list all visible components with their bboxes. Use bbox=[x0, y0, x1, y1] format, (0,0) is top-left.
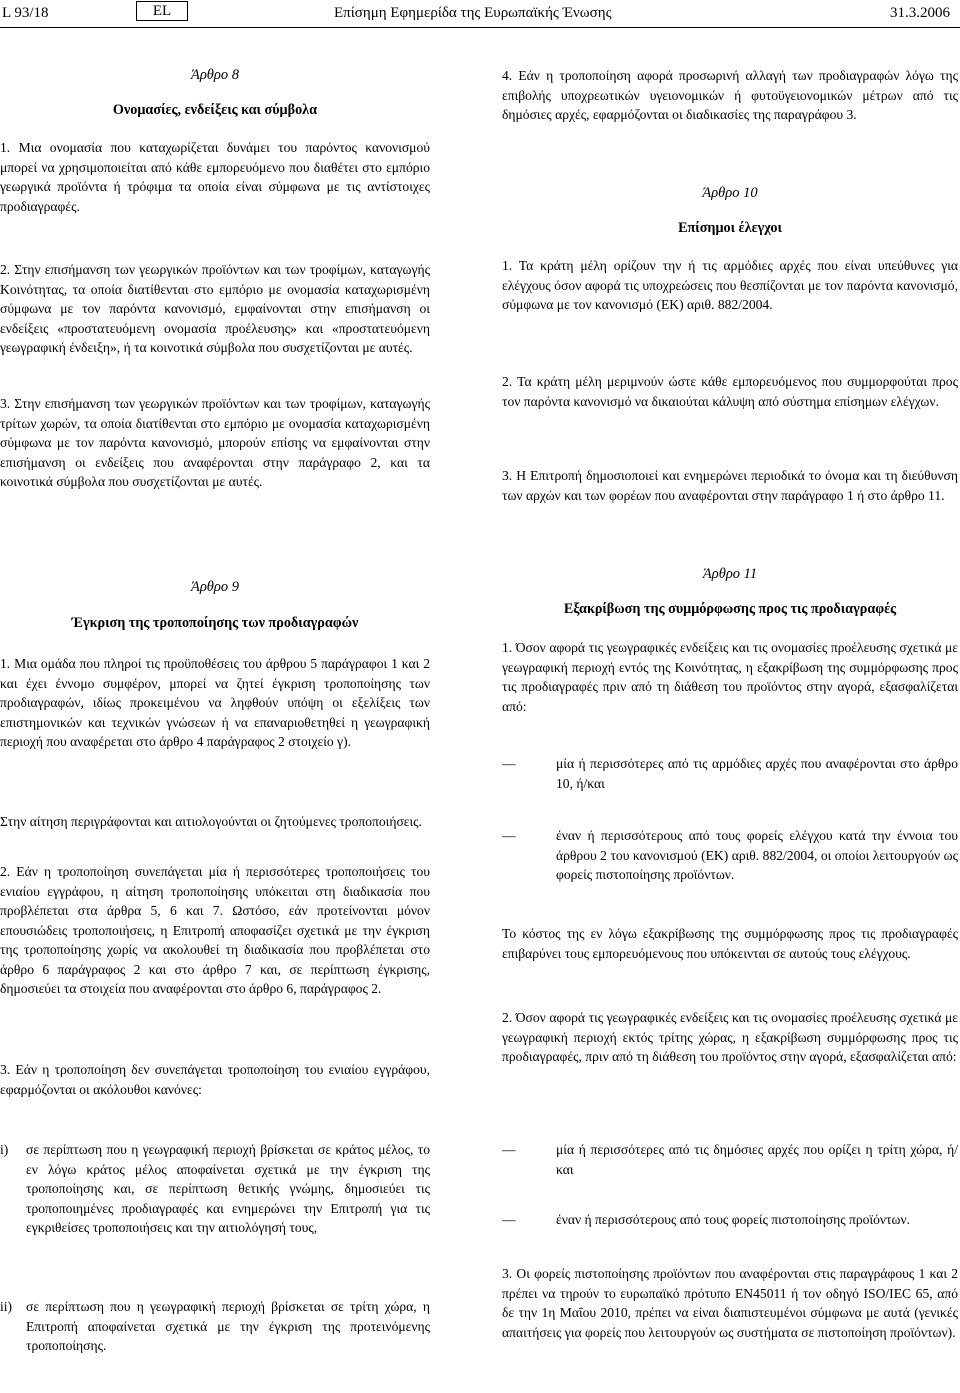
article-11-dash-item-4 bbox=[502, 1210, 958, 1230]
dash-marker: — bbox=[502, 1142, 516, 1157]
article-11-dash-item-2 bbox=[502, 826, 958, 885]
article-11-paragraph-3: 3. Οι φορείς πιστοποίησης προϊόντων που αναφέρονται στις παραγράφους 1 και 2 πρέπει να τηρούν το ευρωπαϊκό πρότυπο EN45011 ή τον οδηγό ISO/IEC 65, από δε την 1η Μαΐου 2010, πρέπει να είναι διαπιστευμένοι σύμφωνα με αυτά (γενικές απαιτήσεις για φορείς που λειτουργούν ως συστήματα σε πιστοποίηση προϊόντων). bbox=[502, 1266, 958, 1340]
article-9-paragraph-1-request: Στην αίτηση περιγράφονται και αιτιολογούνται οι ζητούμενες τροποποιήσεις. bbox=[0, 814, 422, 829]
article-10-paragraph-3: 3. Η Επιτροπή δημοσιοποιεί και ενημερώνει περιοδικά το όνομα και τη διεύθυνση των αρχών και των φορέων που αναφέρονται στην παράγραφο 1 ή στο άρθρο 11. bbox=[502, 468, 958, 503]
article-11-paragraph-1: 1. Όσον αφορά τις γεωγραφικές ενδείξεις και τις ονομασίες προέλευσης σχετικά με γεωγραφική περιοχή εντός της Κοινότητας, η εξακρίβωση της συμμόρφωσης προς τις προδιαγραφές πριν από τη διάθεση του προϊόντος στην αγορά, εξασφαλίζεται από: bbox=[502, 640, 958, 714]
article-10-label: Άρθρο 10 bbox=[702, 185, 758, 201]
publication-date: 31.3.2006 bbox=[890, 5, 950, 21]
article-9-paragraph-3: 3. Εάν η τροποποίηση δεν συνεπάγεται τροποποίηση του ενιαίου εγγράφου, εφαρμόζονται οι ακόλουθοι κανόνες: bbox=[0, 1062, 430, 1097]
page-reference: L 93/18 bbox=[2, 5, 49, 21]
article-9-title: Έγκριση της τροποποίησης των προδιαγραφών bbox=[71, 615, 359, 631]
article-8-paragraph-3: 3. Στην επισήμανση των γεωργικών προϊόντων και των τροφίμων, καταγωγής τρίτων χωρών, τα οποία διατίθενται στο εμπόριο με ονομασία καταχωρισμένη σύμφωνα με τον παρόντα κανονισμό, μπορούν επίσης να εμφαίνονται στην επισήμανση οι ενδείξεις που αναφέρονται στην παράγραφο 2, και τα κοινοτικά σύμβολα που συσχετίζονται με αυτές. bbox=[0, 396, 430, 489]
item-text: σε περίπτωση που η γεωγραφική περιοχή βρίσκεται σε τρίτη χώρα, η Επιτροπή αποφαίνεται σχετικά με την έγκριση της προτεινόμενης τροποποίησης. bbox=[26, 1299, 430, 1353]
article-11-title: Εξακρίβωση της συμμόρφωσης προς τις προδιαγραφές bbox=[563, 601, 897, 617]
dash-item-text: έναν ή περισσότερους από τους φορείς ελέγχου κατά την έννοια του άρθρου 2 του κανονισμού (ΕΚ) αριθ. 882/2004, οι οποίοι λειτουργούν ως φορείς πιστοποίησης προϊόντων. bbox=[556, 828, 958, 882]
article-11-paragraph-1-cost: Το κόστος της εν λόγω εξακρίβωσης της συμμόρφωσης προς τις προδιαγραφές επιβαρύνει τους εμπορευόμενους που υπόκεινται σε αυτούς τους ελέγχους. bbox=[502, 926, 958, 961]
article-10-paragraph-2: 2. Τα κράτη μέλη μεριμνούν ώστε κάθε εμπορευόμενος που συμμορφούται προς τον παρόντα κανονισμό να δικαιούται κάλυψη από σύστημα επίσημων ελέγχων. bbox=[502, 374, 958, 409]
article-8-paragraph-1: 1. Μια ονομασία που καταχωρίζεται δυνάμει του παρόντος κανονισμού μπορεί να χρησιμοποιείται από κάθε εμπορευόμενο που διαθέτει στο εμπόριο γεωργικά προϊόντα ή τρόφιμα τα οποία είναι σύμφωνα με τις αντίστοιχες προδιαγραφές. bbox=[0, 140, 430, 214]
article-8-title: Ονομασίες, ενδείξεις και σύμβολα bbox=[112, 102, 318, 118]
dash-marker: — bbox=[502, 1212, 516, 1227]
article-9-item-i bbox=[0, 1140, 430, 1238]
language-box: EL bbox=[136, 1, 188, 21]
article-11-dash-item-1 bbox=[502, 754, 958, 793]
article-8-label: Άρθρο 8 bbox=[190, 67, 240, 83]
right-column bbox=[502, 0, 958, 1393]
item-label: ii) bbox=[0, 1299, 13, 1314]
dash-item-text: μία ή περισσότερες από τις αρμόδιες αρχές που αναφέρονται στο άρθρο 10, ή/και bbox=[556, 756, 958, 791]
dash-item-text: έναν ή περισσότερους από τους φορείς πιστοποίησης προϊόντων. bbox=[556, 1212, 911, 1227]
item-label: i) bbox=[0, 1142, 9, 1157]
article-11-paragraph-2: 2. Όσον αφορά τις γεωγραφικές ενδείξεις και τις ονομασίες προέλευσης σχετικά με γεωγραφική περιοχή εκτός τρίτης χώρας, η εξακρίβωση συμμόρφωσης προς τις προδιαγραφές, πριν από τη διάθεση του προϊόντος στην αγορά, εξασφαλίζεται από: bbox=[502, 1010, 958, 1064]
dash-marker: — bbox=[502, 756, 516, 771]
left-column bbox=[0, 0, 430, 1393]
article-10-title: Επίσημοι έλεγχοι bbox=[678, 220, 782, 236]
article-9-item-ii bbox=[0, 1297, 430, 1356]
article-9-label: Άρθρο 9 bbox=[190, 579, 240, 595]
article-8-paragraph-2: 2. Στην επισήμανση των γεωργικών προϊόντων και των τροφίμων, καταγωγής Κοινότητας, τα οποία διατίθενται στο εμπόριο με ονομασία καταχωρισμένη σύμφωνα με τον παρόντα κανονισμό, εμφαίνονται στην επισήμανση οι ενδείξεις «προστατευόμενη ονομασία προέλευσης» και «προστατευόμενη γεωγραφική ένδειξη», ή τα κοινοτικά σύμβολα που συσχετίζονται με αυτές. bbox=[0, 262, 430, 355]
article-11-dash-item-3 bbox=[502, 1140, 958, 1179]
article-11-label: Άρθρο 11 bbox=[702, 566, 758, 582]
dash-marker: — bbox=[502, 828, 516, 843]
item-text: σε περίπτωση που η γεωγραφική περιοχή βρίσκεται σε κράτος μέλος, το εν λόγω κράτος μέλος αποφαίνεται σχετικά με την έγκριση της τροποποίησης και, σε περίπτωση θετικής γνώμης, δημοσιεύει τις τροποποιημένες προδιαγραφές και ενημερώνει την Επιτροπή για τις εγκριθείσες τροποποιήσεις και την αιτιολόγησή τους, bbox=[26, 1142, 430, 1235]
journal-title: Επίσημη Εφημερίδα της Ευρωπαϊκής Ένωσης bbox=[334, 5, 612, 21]
article-9-paragraph-2: 2. Εάν η τροποποίηση συνεπάγεται μία ή περισσότερες τροποποιήσεις του ενιαίου εγγράφου, η αίτηση τροποποίησης υπόκειται στη διαδικασία που προβλέπεται στα άρθρα 5, 6 και 7. Ωστόσο, εάν προτείνονται μόνον επουσιώδεις τροποποιήσεις, η Επιτροπή αποφασίζει σχετικά με την έγκριση της τροποποίησης χωρίς να ακολουθεί τη διαδικασία που προβλέπεται στο άρθρο 6 παράγραφος 2 και στο άρθρο 7 και, σε περίπτωση έγκρισης, δημοσιεύει τα στοιχεία που αναφέρονται στο άρθρο 6, παράγραφος 2. bbox=[0, 864, 430, 996]
article-10-paragraph-1: 1. Τα κράτη μέλη ορίζουν την ή τις αρμόδιες αρχές που είναι υπεύθυνες για ελέγχους όσον αφορά τις υποχρεώσεις που θεσπίζονται με τον παρόντα κανονισμό, σύμφωνα με τον κανονισμό (ΕΚ) αριθ. 882/2004. bbox=[502, 258, 958, 312]
article-9-paragraph-4: 4. Εάν η τροποποίηση αφορά προσωρινή αλλαγή των προδιαγραφών λόγω της επιβολής υποχρεωτικών υγειονομικών ή φυτοϋγειονομικών μέτρων από τις δημόσιες αρχές, εφαρμόζονται οι διαδικασίες της παραγράφου 3. bbox=[502, 68, 958, 122]
article-9-paragraph-1: 1. Μια ομάδα που πληροί τις προϋποθέσεις του άρθρου 5 παράγραφοι 1 και 2 και έχει έννομο συμφέρον, μπορεί να ζητεί έγκριση τροποποίησης των προδιαγραφών, ιδίως προκειμένου να ληφθούν υπόψη οι εξελίξεις των επιστημονικών και τεχνικών γνώσεων ή να επαναριοθετηθεί η γεωγραφική περιοχή που αναφέρεται στο άρθρο 4 παράγραφος 2 στοιχείο γ). bbox=[0, 656, 430, 749]
dash-item-text: μία ή περισσότερες από τις δημόσιες αρχές που ορίζει η τρίτη χώρα, ή/και bbox=[556, 1142, 958, 1177]
